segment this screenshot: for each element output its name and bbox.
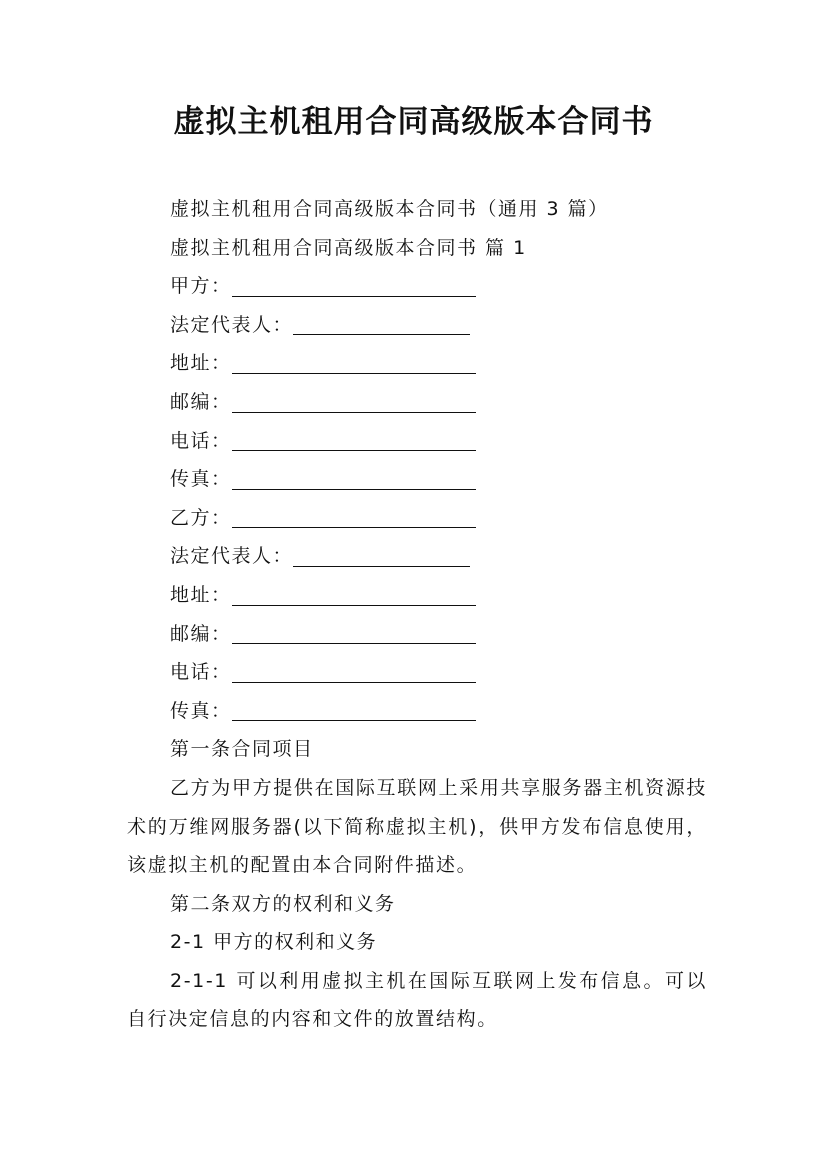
party-a-name-field	[127, 267, 707, 306]
party-b-address-field	[127, 576, 707, 615]
document-subtitle: 虚拟主机租用合同高级版本合同书（通用 3 篇）	[170, 198, 609, 220]
party-b-postcode-field	[127, 615, 707, 654]
party-b-rep-label: 法定代表人：	[170, 545, 294, 568]
party-a-address-blank	[232, 348, 476, 374]
article1-heading: 第一条合同项目	[170, 738, 314, 761]
party-b-postcode-blank	[232, 618, 476, 644]
article2-heading: 第二条双方的权利和义务	[170, 892, 396, 915]
party-a-fax-field	[127, 460, 707, 499]
party-b-name-blank	[232, 502, 476, 528]
party-a-address-label: 地址：	[170, 352, 232, 375]
party-b-name-label: 乙方：	[170, 506, 232, 529]
party-a-postcode-field	[127, 383, 707, 422]
party-a-postcode-blank	[232, 387, 476, 413]
party-a-postcode-label: 邮编：	[170, 390, 232, 413]
party-a-rep-field	[127, 306, 707, 345]
party-b-phone-blank	[232, 657, 476, 683]
party-a-name-blank	[232, 271, 476, 297]
party-a-fax-blank	[232, 464, 476, 490]
party-b-address-blank	[232, 580, 476, 606]
party-b-rep-blank	[293, 541, 470, 567]
party-b-name-field	[127, 499, 707, 538]
party-a-rep-blank	[293, 309, 470, 335]
party-b-postcode-label: 邮编：	[170, 622, 232, 645]
party-b-fax-field	[127, 692, 707, 731]
party-b-fax-label: 传真：	[170, 699, 232, 722]
party-b-address-label: 地址：	[170, 583, 232, 606]
party-b-fax-blank	[232, 695, 476, 721]
party-a-address-field	[127, 344, 707, 383]
party-b-phone-field	[127, 653, 707, 692]
document-body	[127, 190, 707, 1039]
party-a-rep-label: 法定代表人：	[170, 313, 294, 336]
party-b-phone-label: 电话：	[170, 661, 232, 684]
party-a-phone-field	[127, 422, 707, 461]
document-title: 虚拟主机租用合同高级版本合同书	[173, 104, 654, 140]
party-a-phone-blank	[232, 425, 476, 451]
party-a-phone-label: 电话：	[170, 429, 232, 452]
article1-text: 乙方为甲方提供在国际互联网上采用共享服务器主机资源技术的万维网服务器(以下简称虚拟主机)，供甲方发布信息使用，该虚拟主机的配置由本合同附件描述。	[127, 776, 707, 877]
party-a-name-label: 甲方：	[170, 275, 232, 298]
party-b-rep-field	[127, 537, 707, 576]
section-heading: 虚拟主机租用合同高级版本合同书 篇 1	[170, 236, 527, 259]
clause-2-1-1: 2-1-1 可以利用虚拟主机在国际互联网上发布信息。可以自行决定信息的内容和文件的放置结构。	[127, 969, 707, 1031]
party-a-fax-label: 传真：	[170, 468, 232, 491]
clause-2-1: 2-1 甲方的权利和义务	[170, 931, 378, 954]
